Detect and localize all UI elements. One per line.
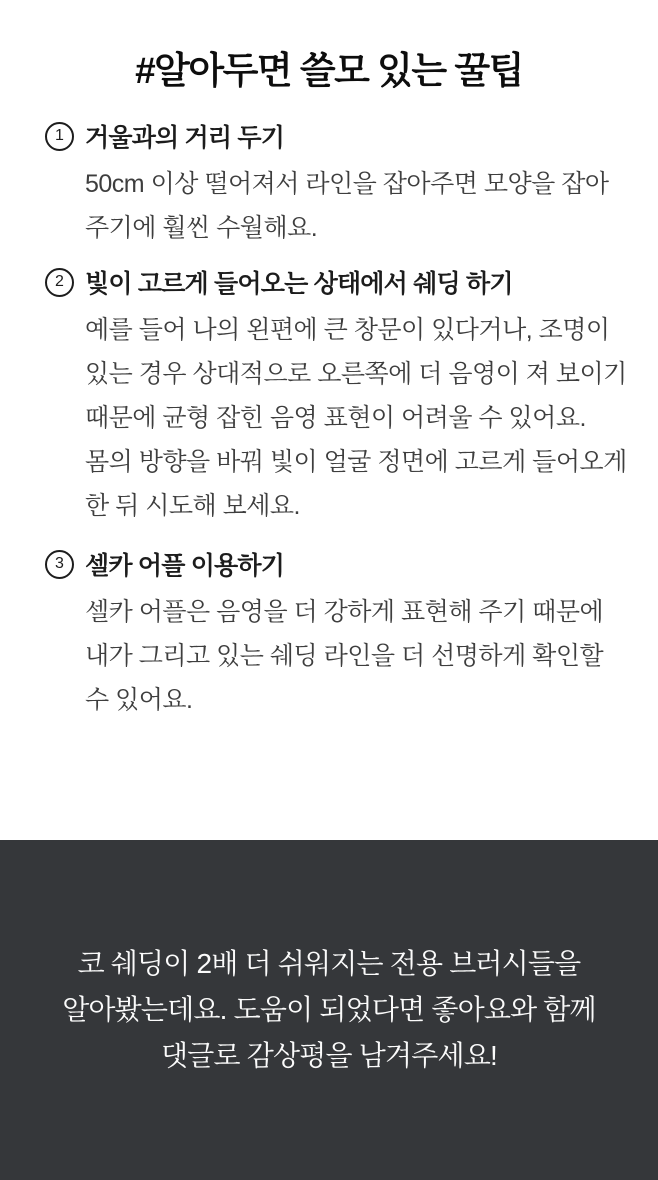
tip-1-body-line: 주기에 훨씬 수월해요. bbox=[85, 214, 318, 242]
tip-3-header bbox=[45, 549, 620, 579]
circled-number-1: 1 bbox=[45, 122, 74, 151]
tip-item-3 bbox=[45, 549, 620, 722]
tip-3-body bbox=[85, 590, 620, 722]
tip-item-2 bbox=[45, 267, 627, 528]
footer-line: 댓글로 감상평을 남겨주세요! bbox=[161, 1040, 497, 1071]
footer-section bbox=[0, 840, 658, 1180]
tip-2-heading: 빛이 고르게 들어오는 상태에서 쉐딩 하기 bbox=[85, 270, 513, 298]
tip-1-heading: 거울과의 거리 두기 bbox=[85, 124, 285, 152]
tip-2-body-line: 예를 들어 나의 왼편에 큰 창문이 있다거나, 조명이 bbox=[85, 316, 610, 344]
tip-3-heading: 셀카 어플 이용하기 bbox=[85, 552, 285, 580]
footer-message bbox=[62, 941, 596, 1079]
tip-3-body-line: 수 있어요. bbox=[85, 686, 193, 714]
tip-item-1 bbox=[45, 121, 620, 250]
circled-number-2: 2 bbox=[45, 268, 74, 297]
tip-2-body-line: 있는 경우 상대적으로 오른쪽에 더 음영이 져 보이기 bbox=[85, 360, 627, 388]
footer-line: 코 쉐딩이 2배 더 쉬워지는 전용 브러시들을 bbox=[77, 948, 581, 979]
tip-2-body bbox=[85, 308, 627, 528]
tip-2-header bbox=[45, 267, 620, 297]
tip-1-body bbox=[85, 162, 620, 250]
tip-2-body-line: 몸의 방향을 바꿔 빛이 얼굴 정면에 고르게 들어오게 bbox=[85, 448, 627, 476]
tip-1-body-line: 50cm 이상 떨어져서 라인을 잡아주면 모양을 잡아 bbox=[85, 170, 609, 198]
circled-number-3: 3 bbox=[45, 550, 74, 579]
tip-2-body-line: 때문에 균형 잡힌 음영 표현이 어려울 수 있어요. bbox=[85, 404, 586, 432]
tip-3-body-line: 내가 그리고 있는 쉐딩 라인을 더 선명하게 확인할 bbox=[85, 642, 604, 670]
tip-1-header bbox=[45, 121, 620, 151]
tip-2-body-line: 한 뒤 시도해 보세요. bbox=[85, 492, 300, 520]
footer-line: 알아봤는데요. 도움이 되었다면 좋아요와 함께 bbox=[62, 994, 596, 1025]
page-title: #알아두면 쓸모 있는 꿀팁 bbox=[135, 50, 523, 91]
tip-3-body-line: 셀카 어플은 음영을 더 강하게 표현해 주기 때문에 bbox=[85, 598, 604, 626]
